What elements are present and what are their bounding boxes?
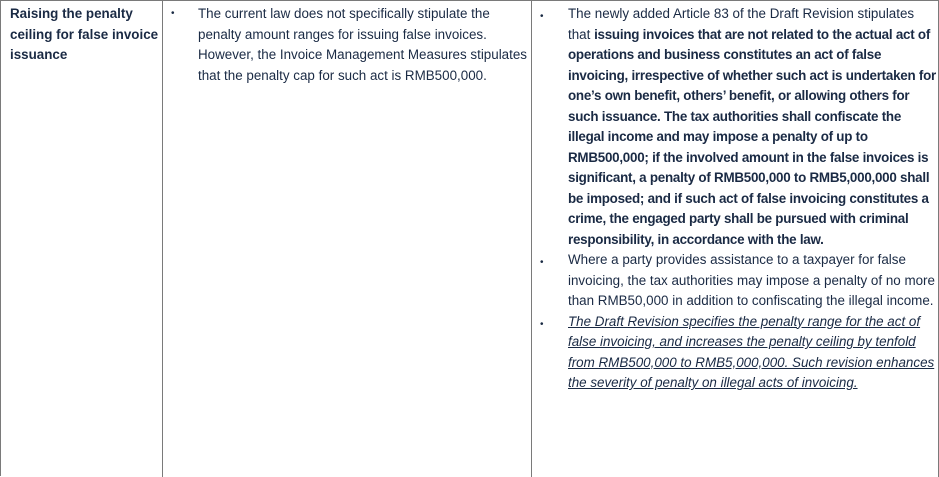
assistance-text: Where a party provides assistance to a taxpayer for false invoicing, the tax authorities may impose a penalty of no more than RMB50,000 in addition to confiscating the illegal income. (568, 252, 935, 308)
current-law-item (163, 4, 532, 86)
topic-heading: Raising the penalty ceiling for false invoice issuance (10, 6, 159, 62)
article-83-bold-text: issuing invoices that are not related to the actual act of operations and business constitutes an act of false invoicing, irrespective of whether such act is undertaken for one’s own benefit, others’ benefit, or allowing others for such issuance. The tax authorities shall confiscate the illegal income and may impose a penalty of up to RMB500,000; if the involved amount in the false invoices is significant, a penalty of RMB500,000 to RMB5,000,000 shall be imposed; and if such act of false invoicing constitutes a crime, the engaged party shall be pursued with criminal responsibility, in accordance with the law. (568, 26, 936, 247)
bullet-icon: • (540, 11, 544, 22)
bullet-icon: • (540, 257, 544, 268)
draft-revision-item-summary (532, 312, 939, 394)
current-law-text: The current law does not specifically stipulate the penalty amount ranges for issuing false invoices. However, the Invoice Management Measures stipulates that the penalty cap for such act is RMB500,000. (198, 6, 527, 83)
summary-emphasis-text: The Draft Revision specifies the penalty range for the act of false invoicing, and increases the penalty ceiling by tenfold from RMB500,000 to RMB5,000,000. Such revision enhances the severity of penalty on illegal acts of invoicing. (568, 313, 935, 390)
article-83-intro-text: The newly added Article 83 of the Draft Revision stipulates that (568, 6, 915, 42)
draft-revision-item-assistance (532, 250, 939, 312)
draft-revision-list (532, 4, 939, 394)
draft-revision-cell (532, 1, 939, 477)
bullet-icon: • (171, 8, 175, 19)
topic-cell (1, 1, 163, 477)
current-law-list (163, 4, 532, 86)
draft-revision-item-article-83 (532, 4, 939, 250)
bullet-icon: • (540, 318, 544, 330)
current-law-cell (163, 1, 532, 477)
